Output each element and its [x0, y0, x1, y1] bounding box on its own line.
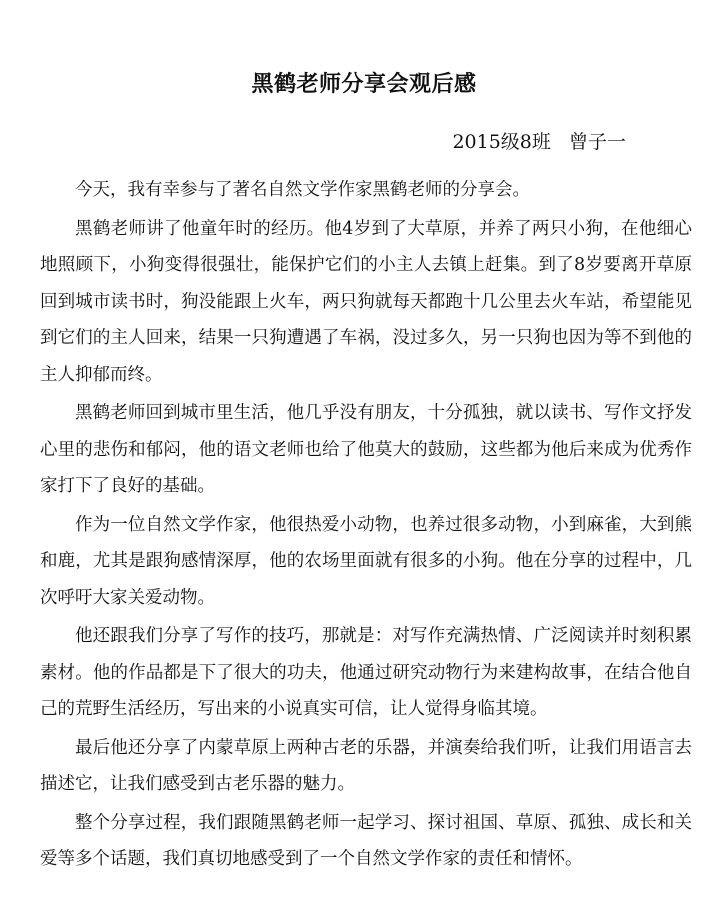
paragraph-6: 最后他还分享了内蒙草原上两种古老的乐器，并演奏给我们听，让我们用语言去描述它，让我们感受到古老乐器的魅力。	[40, 737, 692, 794]
document-title: 黑鹤老师分享会观后感	[251, 71, 477, 97]
author-byline: 2015级8班 曾子一	[452, 131, 626, 153]
paragraph-2	[40, 211, 692, 394]
paragraph-2-text: 黑鹤老师讲了他童年时的经历。他4岁到了大草原，并养了两只小狗，在他细心地照顾下，小狗变得很强壮，能保护它们的小主人去镇上赶集。到了8岁要离开草原回到城市读书时，狗没能跟上火车，两只狗就每天都跑十几公里去火车站，希望能见到它们的主人回来，结果一只狗遭遇了车祸，没过多久，另一只狗也因为等不到他的主人抑郁而终。	[40, 218, 692, 385]
paragraph-3: 黑鹤老师回到城市里生活，他几乎没有朋友，十分孤独，就以读书、写作文抒发心里的悲伤和郁闷，他的语文老师也给了他莫大的鼓励，这些都为他后来成为优秀作家打下了良好的基础。	[40, 403, 692, 496]
document-body[interactable]	[40, 172, 692, 880]
paragraph-4: 作为一位自然文学作家，他很热爱小动物，也养过很多动物，小到麻雀，大到熊和鹿，尤其是跟狗感情深厚，他的农场里面就有很多的小狗。他在分享的过程中，几次呼吁大家关爱动物。	[40, 514, 692, 608]
paragraph-5: 他还跟我们分享了写作的技巧，那就是：对写作充满热情、广泛阅读并时刻积累素材。他的作品都是下了很大的功夫，他通过研究动物行为来建构故事，在结合他自己的荒野生活经历，写出来的小说真实可信，让人觉得身临其境。	[40, 626, 692, 719]
paragraph-1: 今天，我有幸参与了著名自然文学作家黑鹤老师的分享会。	[75, 180, 530, 200]
paragraph-7: 整个分享过程，我们跟随黑鹤老师一起学习、探讨祖国、草原、孤独、成长和关爱等多个话题，我们真切地感受到了一个自然文学作家的责任和情怀。	[40, 812, 692, 869]
